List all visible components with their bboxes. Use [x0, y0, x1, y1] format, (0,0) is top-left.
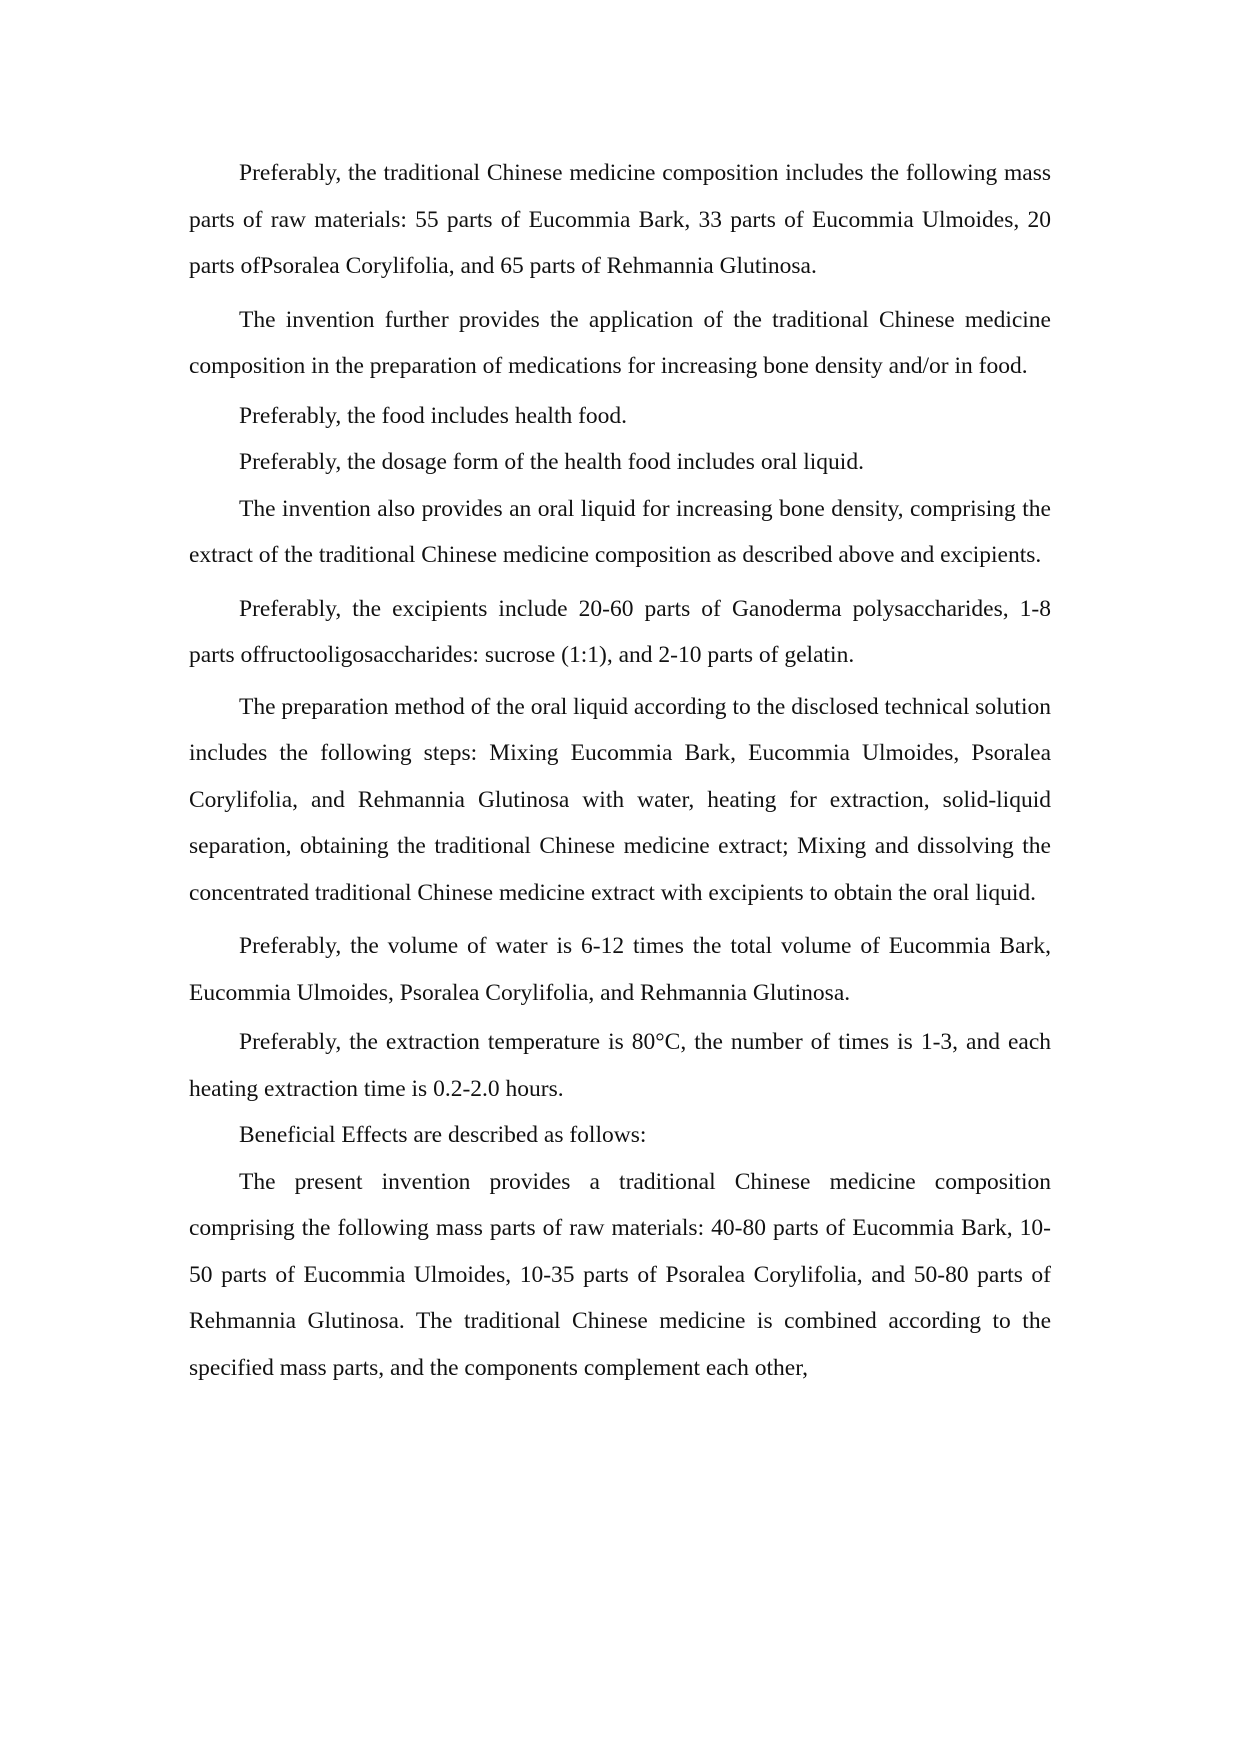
- paragraph-beneficial-effects-heading: Beneficial Effects are described as follows:: [239, 1122, 647, 1148]
- paragraph-extraction-conditions: Preferably, the extraction temperature is 80°C, the number of times is 1-3, and each heating extraction time is 0.2-2.0 hours.: [189, 1029, 1051, 1102]
- paragraph-water-volume: Preferably, the volume of water is 6-12 times the total volume of Eucommia Bark, Eucommia Ulmoides, Psoralea Corylifolia, and Rehmannia Glutinosa.: [189, 933, 1051, 1006]
- paragraph-composition-summary: The present invention provides a traditional Chinese medicine composition comprising the following mass parts of raw materials: 40-80 parts of Eucommia Bark, 10-50 parts of Eucommia Ulmoides, 10-35 parts of Psoralea Corylifolia, and 50-80 parts of Rehmannia Glutinosa. The traditional Chinese medicine is combined according to the specified mass parts, and the components complement each other,: [189, 1168, 1051, 1381]
- paragraph-excipients: Preferably, the excipients include 20-60 parts of Ganoderma polysaccharides, 1-8 parts offructooligosaccharides: sucrose (1:1), and 2-10 parts of gelatin.: [189, 595, 1051, 668]
- paragraph-preferred-composition: Preferably, the traditional Chinese medicine composition includes the following mass parts of raw materials: 55 parts of Eucommia Bark, 33 parts of Eucommia Ulmoides, 20 parts ofPsoralea Corylifolia, and 65 parts of Rehmannia Glutinosa.: [189, 160, 1051, 279]
- paragraph-application: The invention further provides the application of the traditional Chinese medicine composition in the preparation of medications for increasing bone density and/or in food.: [189, 306, 1051, 379]
- paragraph-oral-liquid: The invention also provides an oral liquid for increasing bone density, comprising the extract of the traditional Chinese medicine composition as described above and excipients.: [189, 495, 1051, 568]
- document-body: [189, 150, 1051, 1391]
- paragraph-preparation-method: The preparation method of the oral liquid according to the disclosed technical solution includes the following steps: Mixing Eucommia Bark, Eucommia Ulmoides, Psoralea Corylifolia, and Rehmannia Glutinosa with water, heating for extraction, solid-liquid separation, obtaining the traditional Chinese medicine extract; Mixing and dissolving the concentrated traditional Chinese medicine extract with excipients to obtain the oral liquid.: [189, 693, 1051, 906]
- paragraph-dosage-form: Preferably, the dosage form of the health food includes oral liquid.: [239, 449, 864, 475]
- paragraph-health-food: Preferably, the food includes health food.: [239, 402, 628, 429]
